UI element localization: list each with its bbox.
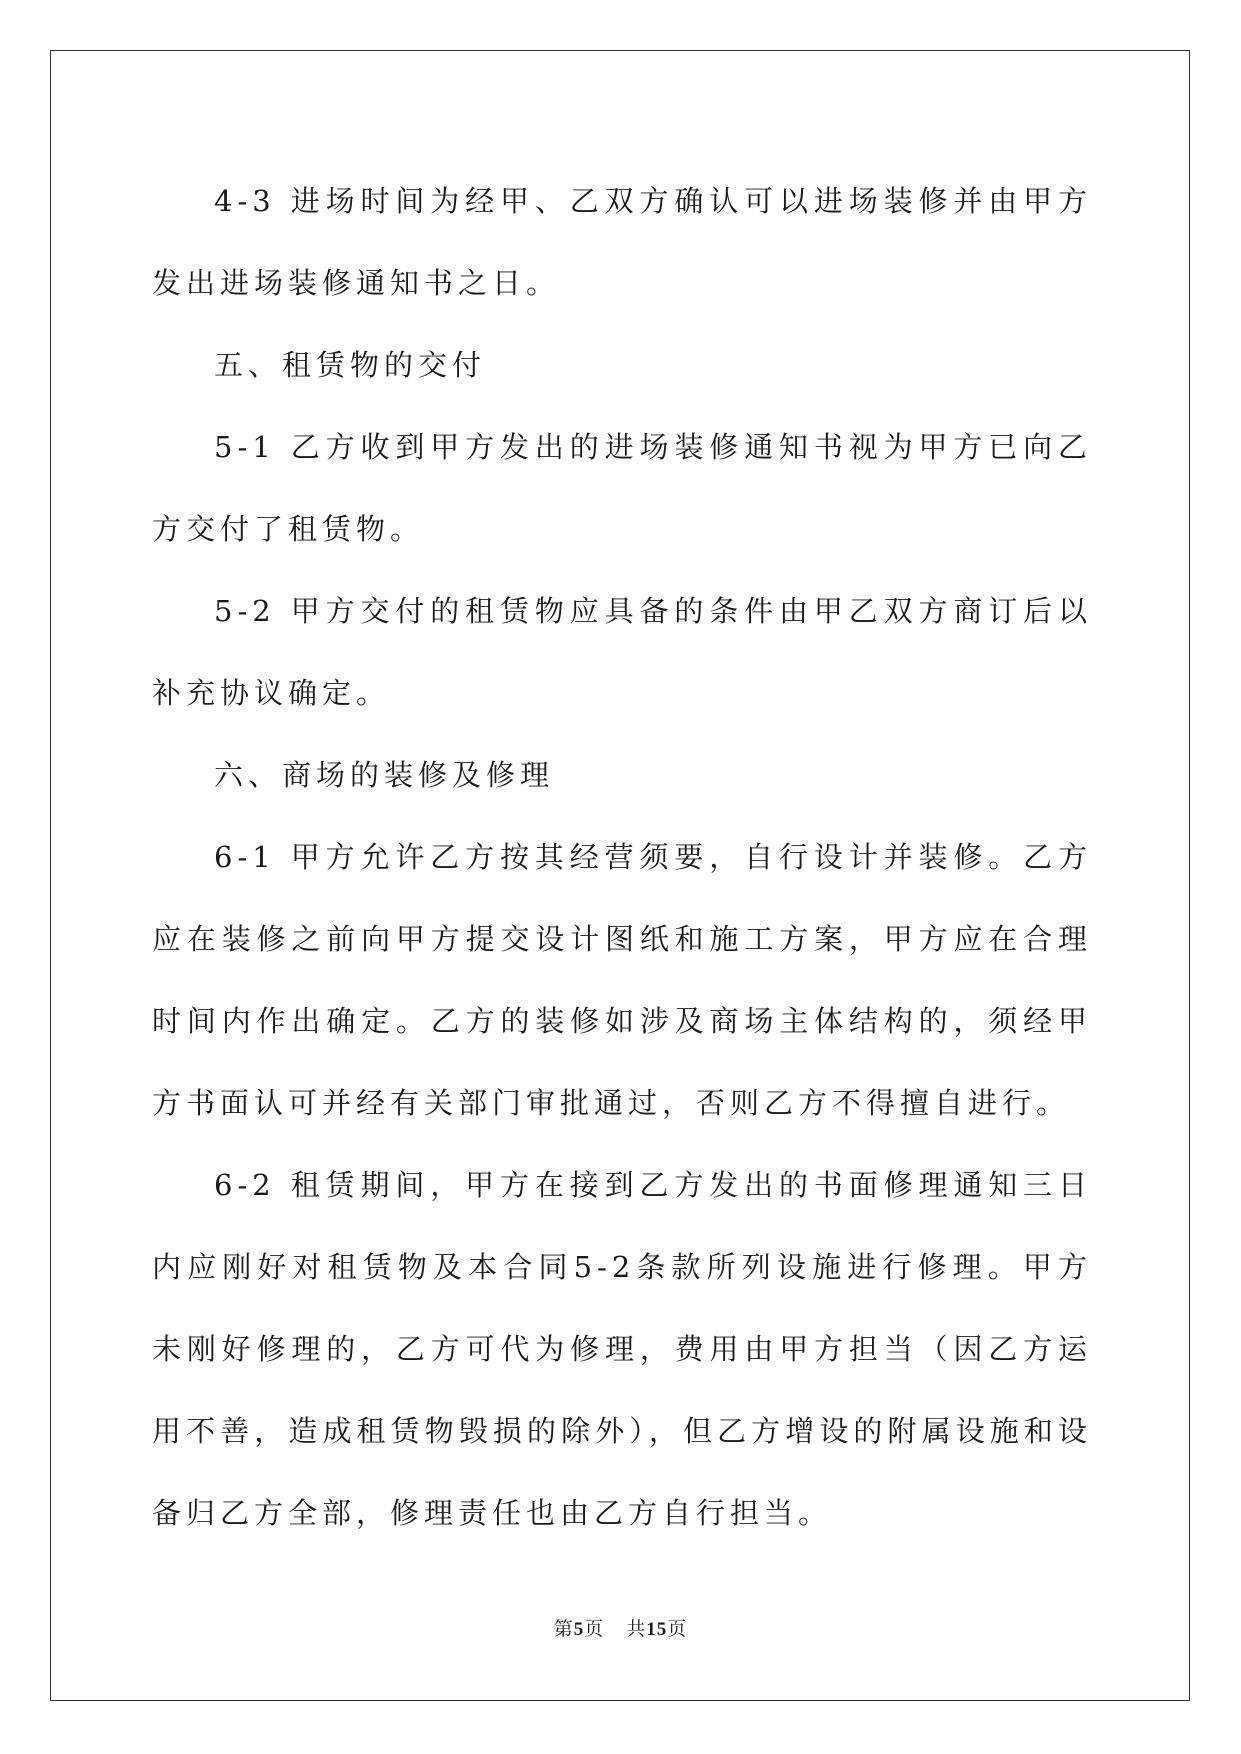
paragraph-6-2: 6-2 租赁期间，甲方在接到乙方发出的书面修理通知三日内应刚好对租赁物及本合同5-2条款所列设施进行修理。甲方未刚好修理的，乙方可代为修理，费用由甲方担当（因乙方运用不善，造成租赁物毁损的除外），但乙方增设的附属设施和设备归乙方全部，修理责任也由乙方自行担当。 <box>152 1168 1092 1530</box>
paragraph-4-3: 4-3 进场时间为经甲、乙双方确认可以进场装修并由甲方发出进场装修通知书之日。 <box>152 184 1092 300</box>
paragraph-5-1: 5-1 乙方收到甲方发出的进场装修通知书视为甲方已向乙方交付了租赁物。 <box>152 430 1092 546</box>
section-heading-5: 五、租赁物的交付 <box>214 348 487 382</box>
document-body <box>152 160 1092 1554</box>
total-suffix: 页 <box>667 1618 688 1640</box>
total-prefix: 共 <box>626 1618 647 1640</box>
page-suffix: 页 <box>584 1618 605 1640</box>
total-pages: 15 <box>646 1619 668 1640</box>
paragraph-6-1: 6-1 甲方允许乙方按其经营须要，自行设计并装修。乙方应在装修之前向甲方提交设计图纸和施工方案，甲方应在合理时间内作出确定。乙方的装修如涉及商场主体结构的，须经甲方书面认可并经有关部门审批通过，否则乙方不得擅自进行。 <box>152 840 1092 1120</box>
section-heading-6: 六、商场的装修及修理 <box>214 758 555 792</box>
page-footer <box>0 1614 1241 1641</box>
page-number: 5 <box>573 1619 585 1640</box>
page-prefix: 第 <box>553 1618 574 1640</box>
paragraph-5-2: 5-2 甲方交付的租赁物应具备的条件由甲乙双方商订后以补充协议确定。 <box>152 594 1092 710</box>
